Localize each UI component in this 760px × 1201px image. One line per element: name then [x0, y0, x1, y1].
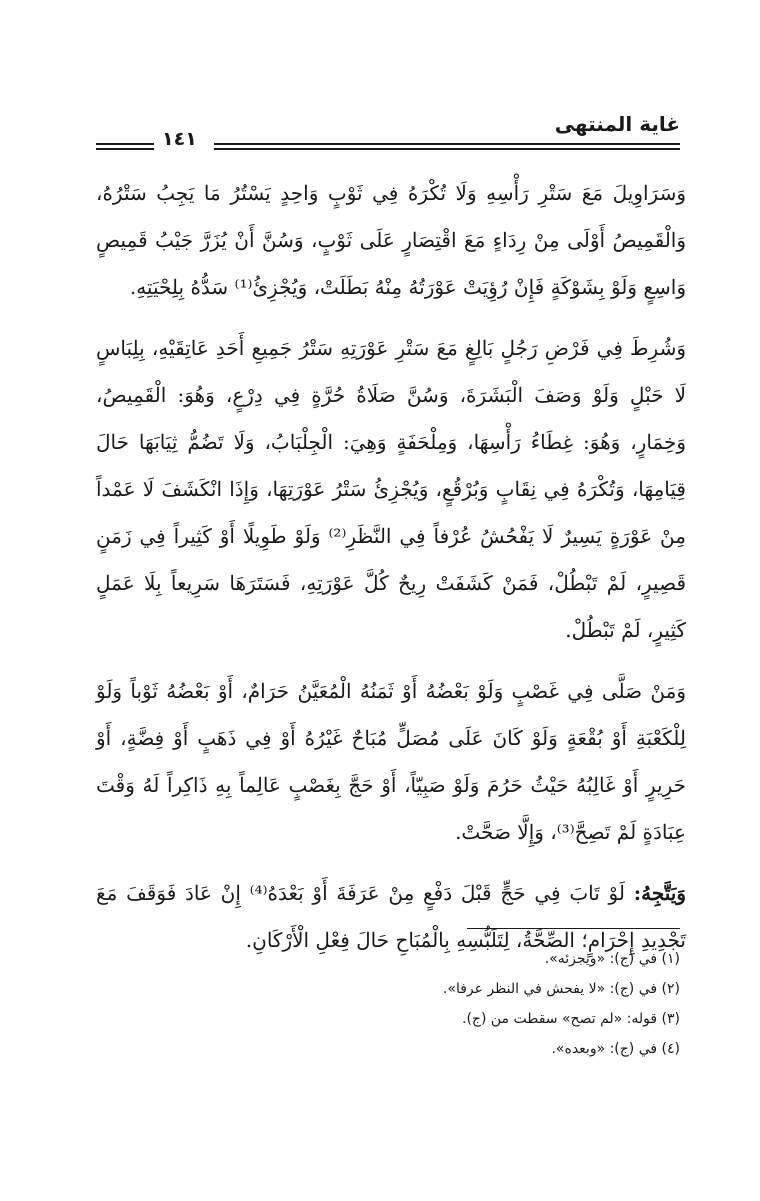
- footnote: (٤) في (ج): «وبعده».: [551, 1041, 680, 1057]
- header-rule-left: [96, 143, 154, 150]
- paragraph: وَسَرَاوِيلَ مَعَ سَتْرِ رَأْسِهِ وَلَا تُكْرَهُ فِي ثَوْبٍ وَاحِدٍ يَسْتُرُ مَا يَجِبُ سَتْرُهُ، وَالْقَمِيصُ أَوْلَى مِنْ رِدَاءٍ مَعَ اقْتِصَارٍ عَلَى ثَوْبٍ، وَسُنَّ أَنْ يُزَرَّ جَيْبُ قَمِيصٍ وَاسِعٍ وَلَوْ بِشَوْكَةٍ فَإِنْ رُؤِيَتْ عَوْرَتُهُ مِنْهُ بَطَلَتْ، وَيُجْزِئُ⁽¹⁾ سَدُّهُ بِلِحْيَتِهِ.: [96, 181, 686, 299]
- main-text: [96, 170, 686, 964]
- paragraph-lead-word: وَيَتَّجِهُ:: [633, 881, 686, 905]
- footnote: (٢) في (ج): «لا يفحش في النظر عرفا».: [442, 981, 680, 997]
- page-header: [96, 108, 680, 152]
- footnote: (٣) قوله: «لم تصح» سقطت من (ج).: [462, 1011, 680, 1027]
- book-title: غاية المنتهى: [554, 112, 680, 136]
- paragraph: وَمَنْ صَلَّى فِي غَصْبٍ وَلَوْ بَعْضُهُ أَوْ ثَمَنُهُ الْمُعَيَّنُ حَرَامٌ، أَوْ بَعْضُهُ ثَوْباً وَلَوْ لِلْكَعْبَةِ أَوْ بُقْعَةٍ وَلَوْ كَانَ عَلَى مُصَلٍّ مُبَاحٌ غَيْرُهُ أَوْ فِي ذَهَبٍ أَوْ فِضَّةٍ، أَوْ حَرِيرٍ أَوْ غَالِبُهُ حَيْثُ حَرُمَ وَلَوْ صَبِيّاً، أَوْ حَجَّ بِغَصْبٍ عَالِماً بِهِ ذَاكِراً لَهُ وَقْتَ عِبَادَةٍ لَمْ تَصِحَّ⁽³⁾، وَإِلَّا صَحَّتْ.: [96, 679, 686, 844]
- paragraph-text: لَوْ تَابَ فِي حَجٍّ قَبْلَ دَفْعٍ مِنْ عَرَفَةَ أَوْ بَعْدَهُ⁽⁴⁾ إِنْ عَادَ فَوَقَفَ مَعَ تَجْدِيدِ إِحْرَامٍ؛ الصِّحَّةُ، لِتَلَبُّسِهِ بِالْمُبَاحِ حَالَ فِعْلِ الْأَرْكَانِ.: [96, 881, 686, 952]
- paragraph: وَشُرِطَ فِي فَرْضِ رَجُلٍ بَالِغٍ مَعَ سَتْرِ عَوْرَتِهِ سَتْرُ جَمِيعِ أَحَدِ عَاتِقَيْهِ، بِلِبَاسٍ لَا حَبْلٍ وَلَوْ وَصَفَ الْبَشَرَةَ، وَسُنَّ صَلَاةُ حُرَّةٍ فِي دِرْعٍ، وَهُوَ: الْقَمِيصُ، وَخِمَارٍ، وَهُوَ: غِطَاءُ رَأْسِهَا، وَمِلْحَفَةٍ وَهِيَ: الْجِلْبَابُ، وَلَا تَضُمُّ ثِيَابَهَا حَالَ قِيَامِهَا، وَتُكْرَهُ فِي نِقَابٍ وَبُرْقُعٍ، وَيُجْزِئُ سَتْرُ عَوْرَتِهَا، وَإِذَا انْكَشَفَ لَا عَمْداً مِنْ عَوْرَةٍ يَسِيرٌ لَا يَفْحُشُ عُرْفاً فِي النَّظَرِ⁽²⁾ وَلَوْ طَوِيلًا أَوْ كَثِيراً فِي زَمَنٍ قَصِيرٍ، لَمْ تَبْطُلْ، فَمَنْ كَشَفَتْ رِيحٌ كُلَّ عَوْرَتِهِ، فَسَتَرَهَا سَرِيعاً بِلَا عَمَلٍ كَثِيرٍ، لَمْ تَبْطُلْ.: [96, 336, 686, 642]
- footnotes: [80, 944, 680, 1064]
- header-rule-right: [214, 143, 680, 150]
- footnote: (١) في (ج): «ويجزئه».: [544, 951, 680, 967]
- footnote-separator: [467, 928, 680, 929]
- page-number: ١٤١: [162, 128, 197, 150]
